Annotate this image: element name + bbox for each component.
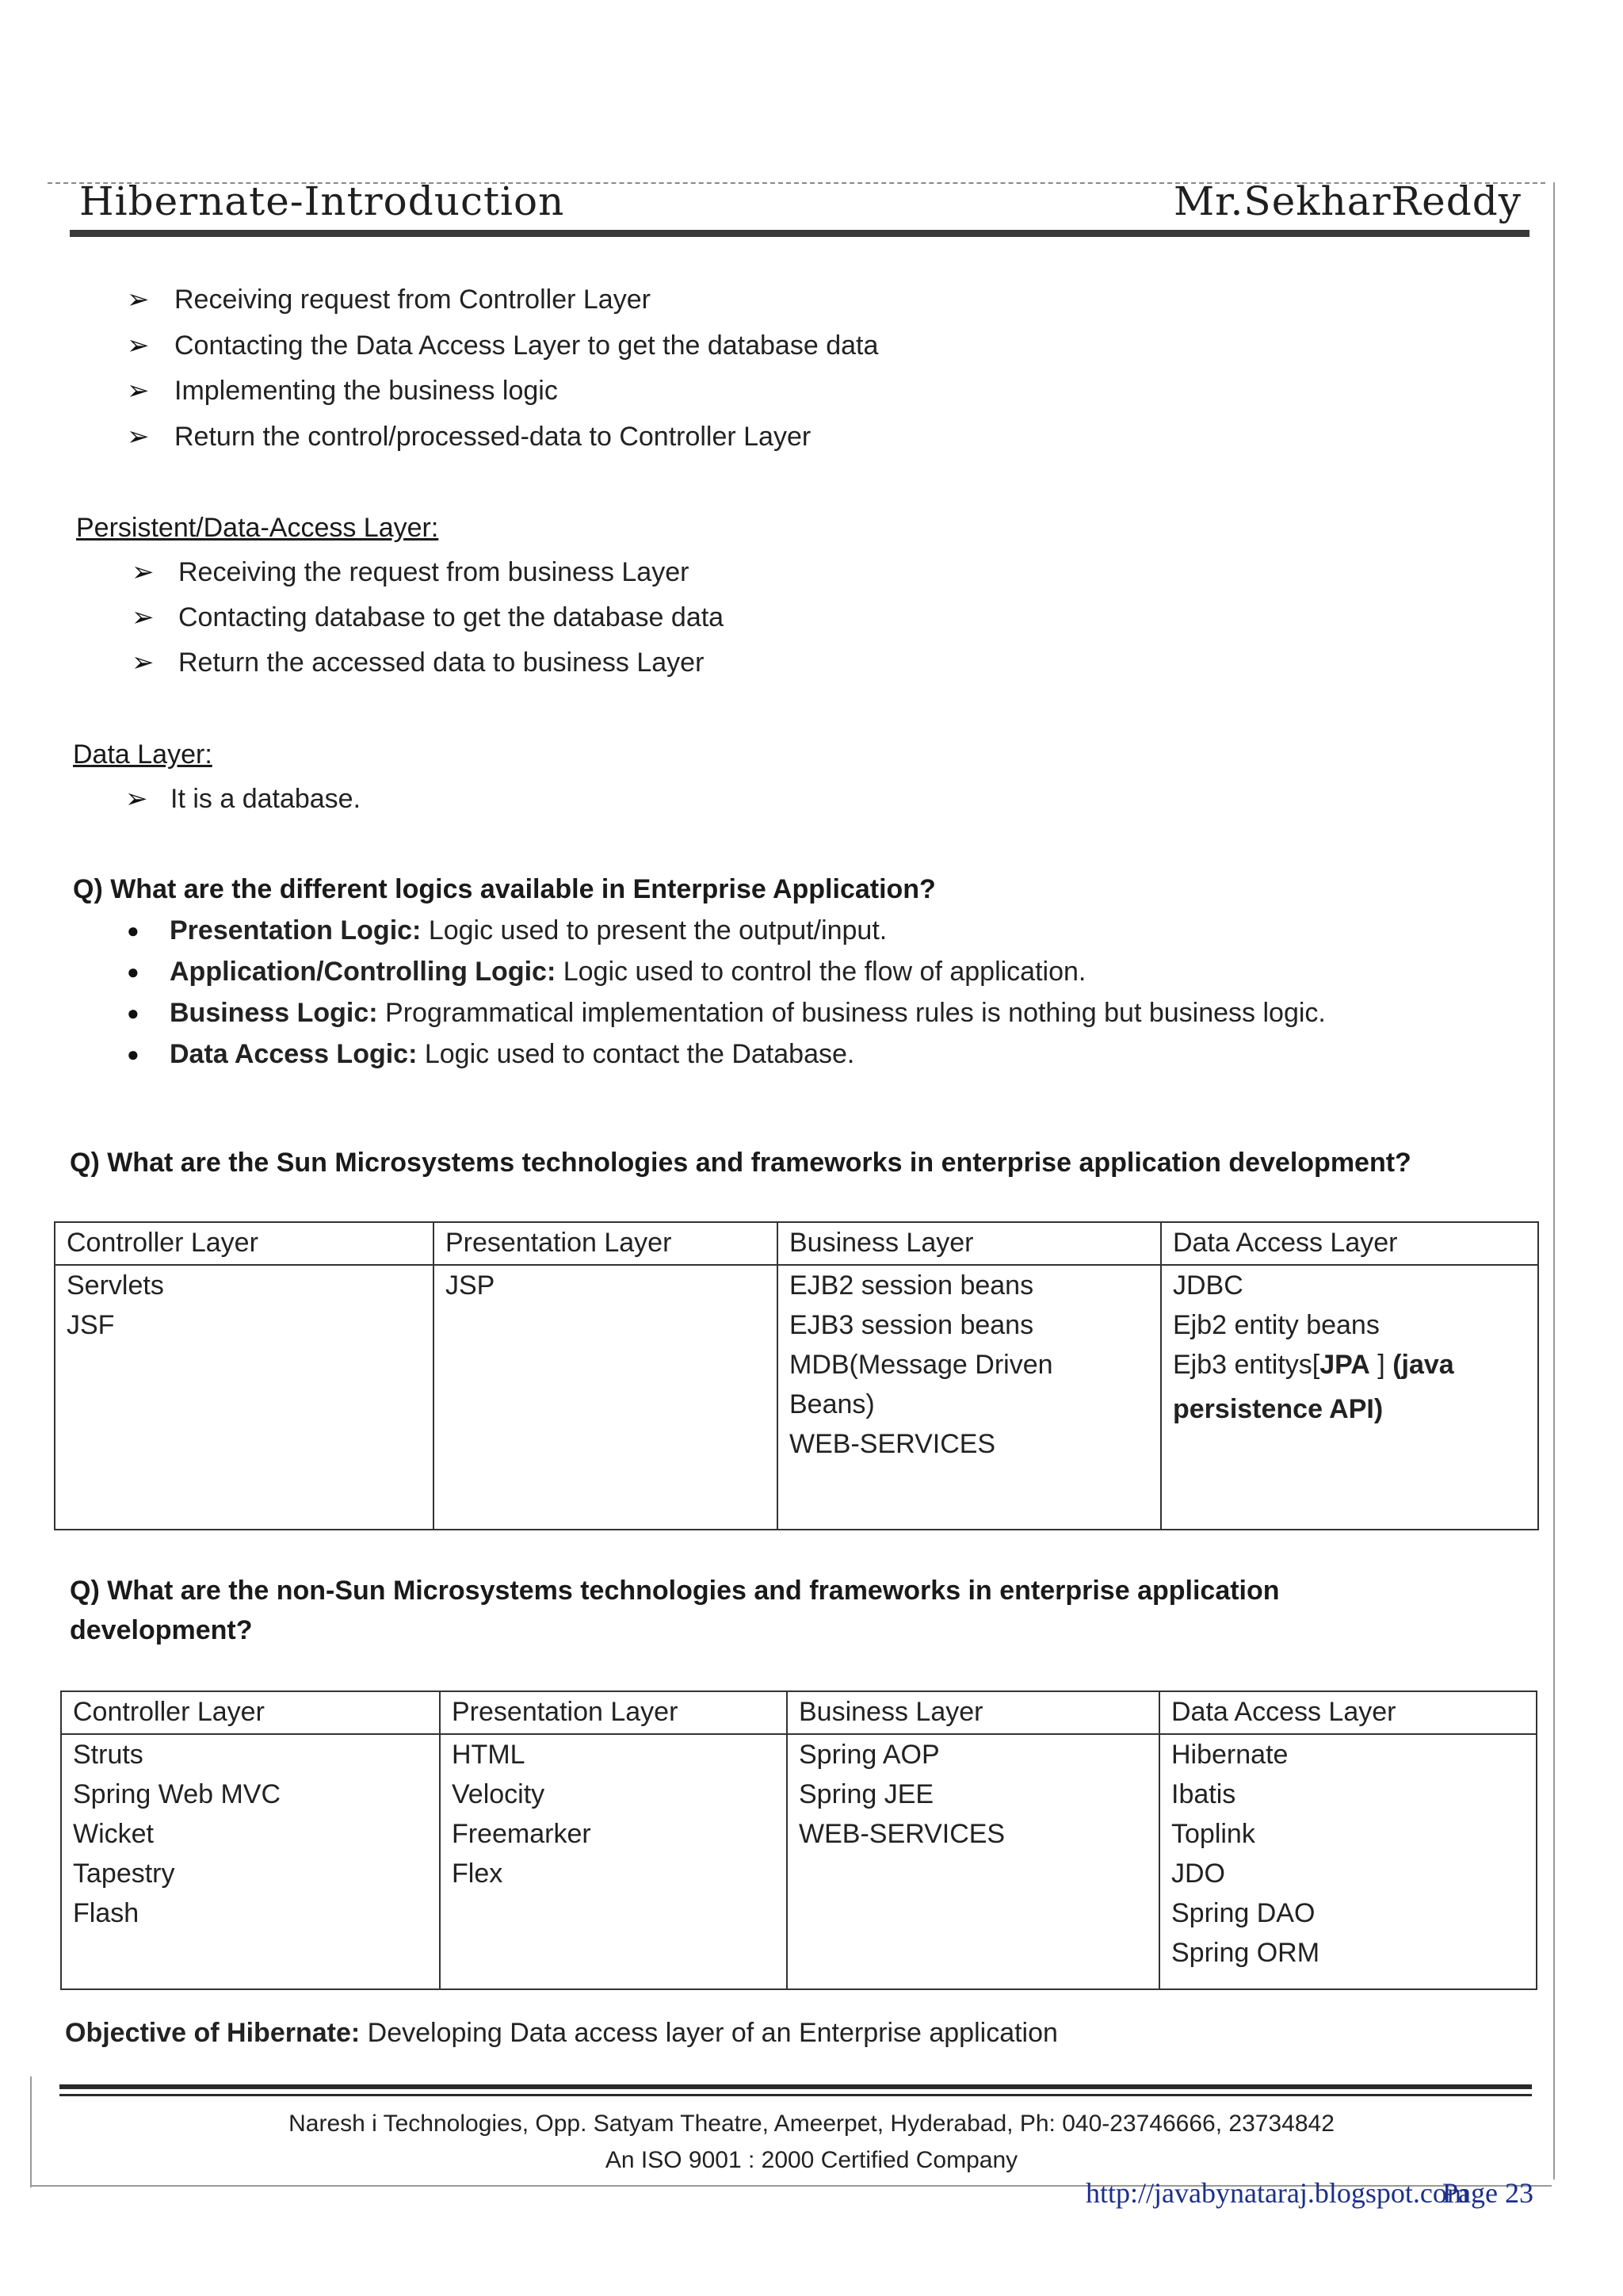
- footer-certification: An ISO 9001 : 2000 Certified Company: [605, 2147, 1018, 2173]
- column-header: Controller Layer: [61, 1691, 440, 1734]
- page-number: Page 23: [1442, 2177, 1533, 2209]
- cell-value: Beans): [789, 1389, 875, 1419]
- cell-value: Spring DAO: [1171, 1898, 1316, 1928]
- cell-value: Ejb2 entity beans: [1173, 1310, 1380, 1340]
- sun-technologies-table: [54, 1221, 1539, 1530]
- presentation-cell: [440, 1734, 787, 1989]
- cell-value: Spring AOP: [799, 1740, 940, 1770]
- business-cell: [787, 1734, 1159, 1989]
- cell-value: EJB2 session beans: [789, 1270, 1034, 1301]
- column-header: Data Access Layer: [1159, 1691, 1537, 1734]
- logics-question: Q) What are the different logics available in Enterprise Application?: [73, 874, 936, 904]
- non-sun-question-line1: Q) What are the non-Sun Microsystems technologies and frameworks in enterprise application: [70, 1576, 1280, 1606]
- logic-desc: Programmatical implementation of business rules is nothing but business logic.: [377, 998, 1326, 1028]
- sun-question: Q) What are the Sun Microsystems technologies and frameworks in enterprise application development?: [70, 1148, 1411, 1178]
- cell-value: Struts: [73, 1740, 143, 1770]
- data-access-cell: [1161, 1265, 1538, 1530]
- column-header: Business Layer: [787, 1691, 1159, 1734]
- non-sun-technologies-table: [60, 1690, 1537, 1990]
- data-layer-heading: Data Layer:: [73, 739, 212, 770]
- cell-value: Servlets: [67, 1270, 164, 1301]
- cell-value: JSP: [445, 1270, 495, 1301]
- logic-item-business: [170, 997, 1326, 1029]
- bullet-dot-icon: ●: [127, 1001, 139, 1025]
- arrow-bullet-icon: ➢: [127, 376, 150, 406]
- column-header: Controller Layer: [55, 1222, 433, 1265]
- column-header: Presentation Layer: [440, 1691, 787, 1734]
- cell-value: Spring JEE: [799, 1779, 934, 1809]
- cell-value: Hibernate: [1171, 1740, 1289, 1770]
- logic-desc: Logic used to control the flow of application.: [556, 957, 1086, 987]
- non-sun-question-line2: development?: [70, 1615, 253, 1645]
- business-point-4: Return the control/processed-data to Controller Layer: [174, 422, 812, 452]
- cell-value: Flash: [73, 1898, 139, 1928]
- arrow-bullet-icon: ➢: [132, 557, 155, 587]
- cell-value: WEB-SERVICES: [799, 1819, 1006, 1849]
- logic-desc: Logic used to present the output/input.: [421, 915, 888, 946]
- arrow-bullet-icon: ➢: [132, 602, 155, 632]
- cell-value: Velocity: [452, 1779, 545, 1809]
- objective-line: [65, 2017, 1058, 2049]
- arrow-bullet-icon: ➢: [127, 330, 150, 361]
- cell-value: Freemarker: [452, 1819, 591, 1849]
- controller-cell: [61, 1734, 440, 1989]
- footer-rule: [59, 2084, 1532, 2089]
- objective-desc: Developing Data access layer of an Enterprise application: [360, 2018, 1058, 2048]
- cell-value: JSF: [67, 1310, 115, 1340]
- bullet-dot-icon: ●: [127, 960, 139, 984]
- cell-value: Toplink: [1171, 1819, 1255, 1849]
- column-header: Data Access Layer: [1161, 1222, 1538, 1265]
- arrow-bullet-icon: ➢: [127, 422, 150, 452]
- author-name: Mr.SekharReddy: [1173, 178, 1522, 224]
- logic-item-presentation: [170, 915, 887, 946]
- cell-value-jpa: [1173, 1345, 1526, 1385]
- logic-term: Application/Controlling Logic:: [170, 957, 556, 987]
- persistent-point-3: Return the accessed data to business Layer: [178, 648, 705, 678]
- cell-value: EJB3 session beans: [789, 1310, 1034, 1340]
- scan-border-right: [1553, 182, 1555, 2179]
- persistent-layer-heading: Persistent/Data-Access Layer:: [76, 513, 439, 543]
- logic-term: Business Logic:: [170, 998, 378, 1028]
- footer-url: http://javabynataraj.blogspot.com: [1086, 2177, 1469, 2209]
- footer-rule: [59, 2094, 1532, 2096]
- cell-value: Spring Web MVC: [73, 1779, 281, 1809]
- cell-value: Wicket: [73, 1819, 154, 1849]
- persistent-point-1: Receiving the request from business Layer: [178, 557, 689, 587]
- bullet-dot-icon: ●: [127, 919, 139, 942]
- table-header-row: [61, 1691, 1537, 1734]
- business-point-2: Contacting the Data Access Layer to get the database data: [174, 330, 879, 361]
- data-layer-point-1: It is a database.: [170, 784, 361, 814]
- page-title: Hibernate-Introduction: [79, 178, 565, 224]
- cell-value: HTML: [452, 1740, 525, 1770]
- logic-item-data-access: [170, 1038, 854, 1070]
- logic-desc: Logic used to contact the Database.: [417, 1039, 855, 1069]
- cell-text-bold: (java: [1392, 1350, 1454, 1380]
- objective-term: Objective of Hibernate:: [65, 2018, 361, 2048]
- table-header-row: [55, 1222, 1538, 1265]
- footer-address: Naresh i Technologies, Opp. Satyam Theatre, Ameerpet, Hyderabad, Ph: 040-23746666, 23734842: [288, 2111, 1335, 2137]
- logic-term: Data Access Logic:: [170, 1039, 418, 1069]
- bullet-dot-icon: ●: [127, 1042, 139, 1066]
- cell-value: Spring ORM: [1171, 1938, 1320, 1968]
- cell-text-bold: JPA: [1319, 1350, 1370, 1380]
- logic-term: Presentation Logic:: [170, 915, 422, 946]
- cell-value: JDO: [1171, 1859, 1225, 1889]
- data-access-cell: [1159, 1734, 1537, 1989]
- presentation-cell: [433, 1265, 777, 1530]
- arrow-bullet-icon: ➢: [127, 285, 150, 315]
- cell-value: persistence API): [1173, 1394, 1384, 1424]
- column-header: Presentation Layer: [433, 1222, 777, 1265]
- cell-text: ]: [1369, 1350, 1393, 1380]
- logic-item-application: [170, 956, 1086, 988]
- cell-value: WEB-SERVICES: [789, 1429, 996, 1459]
- cell-value: Ibatis: [1171, 1779, 1236, 1809]
- arrow-bullet-icon: ➢: [125, 784, 148, 814]
- column-header: Business Layer: [777, 1222, 1161, 1265]
- arrow-bullet-icon: ➢: [132, 648, 155, 678]
- table-row: [55, 1265, 1538, 1530]
- table-row: [61, 1734, 1537, 1989]
- business-point-1: Receiving request from Controller Layer: [174, 285, 651, 315]
- cell-text: Ejb3 entitys[: [1173, 1350, 1320, 1380]
- business-cell: [777, 1265, 1161, 1530]
- cell-value: Tapestry: [73, 1859, 175, 1889]
- cell-value: JDBC: [1173, 1270, 1243, 1301]
- cell-value: Flex: [452, 1859, 503, 1889]
- cell-value: MDB(Message Driven: [789, 1350, 1053, 1380]
- header-rule: [70, 230, 1529, 237]
- business-point-3: Implementing the business logic: [174, 376, 558, 406]
- controller-cell: [55, 1265, 433, 1530]
- persistent-point-2: Contacting database to get the database data: [178, 602, 724, 632]
